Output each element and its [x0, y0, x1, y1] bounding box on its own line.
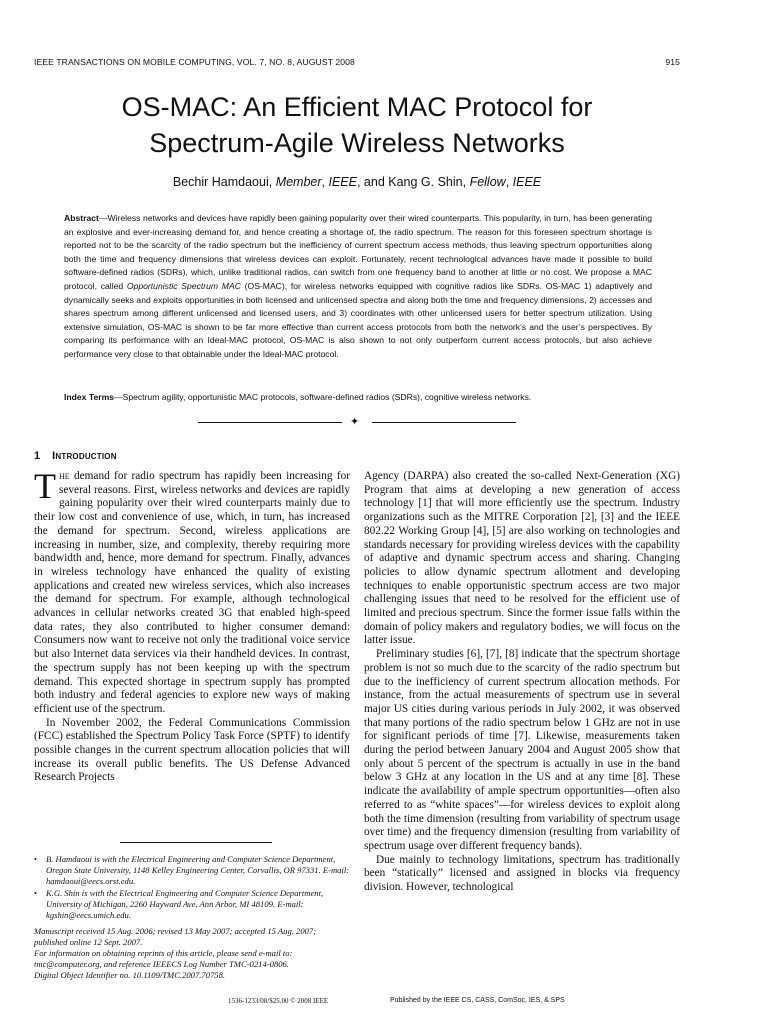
title-line-1: OS-MAC: An Efficient MAC Protocol for [121, 92, 593, 122]
index-terms [64, 391, 652, 405]
footnote-affiliation [34, 888, 350, 921]
section-heading [34, 450, 117, 462]
paragraph: Agency (DARPA) also created the so-called Next-Generation (XG) Program that aims at developing a new generation of access technology [1] that will more efficiently use the spectrum. Industry organizations such as the MITRE Corporation [2], [3] and the IEEE 802.22 Working Group [4], [5] are also working on technologies and standards necessary for providing wireless devices with the capability of adaptive and dynamic spectrum access and sharing. Changing policies to allow dynamic spectrum allotment and developing techniques to enable opportunistic spectrum access are two major challenging issues that need to be resolved for the efficient use of limited and precious spectrum. Since the former issue falls within the domain of policy makers and regulatory bodies, we will focus on the latter issue. [364, 470, 680, 647]
section-number: 1 [34, 450, 41, 462]
author-2-org: IEEE [512, 175, 542, 189]
manuscript-dates: Manuscript received 15 Aug. 2006; revised 13 May 2007; accepted 15 Aug. 2007; published online 12 Sept. 2007. [34, 926, 317, 947]
abstract-label: Abstract [64, 213, 99, 223]
section-divider [198, 417, 516, 427]
author-1-role: Member [275, 175, 322, 189]
author-2-name: , and Kang G. Shin, [356, 175, 470, 189]
paragraph: In November 2002, the Federal Communications Commission (FCC) established the Spectrum Policy Task Force (SPTF) to identify possible changes in the current spectrum allocation policies that will increase its overall public benefits. The US Defense Advanced Research Projects [34, 716, 350, 784]
section-title: Introduction [52, 450, 117, 462]
abstract-text-2: (OS-MAC), for wireless networks equipped with cognitive radios like SDRs. OS-MAC 1) adaptively and dynamically seeks and exploits opportunities in both licensed and unlicensed spectra and along both the time and frequency dimensions, 2) accesses and shares spectrum among different unlicensed and licensed users, and 3) coordinates with other unlicensed users for better spectrum utilization. Using extensive simulation, OS-MAC is shown to be far more effective than current access protocols from both the network’s and the user’s perspectives. By comparing its performance with an Ideal-MAC protocol, OS-MAC is also shown to not only outperform current access protocols, but also achieve performance very close to that obtainable under the Ideal-MAC protocol. [64, 280, 652, 359]
journal-header: IEEE TRANSACTIONS ON MOBILE COMPUTING, VOL. 7, NO. 8, AUGUST 2008 [34, 57, 355, 67]
footnote-text: B. Hamdaoui is with the Electrical Engineering and Computer Science Department, Oregon State University, 1148 Kelley Engineering Center, Corvallis, OR 97331. E-mail: hamdaoui@eecs.orst.edu. [46, 854, 350, 886]
abstract-text-1: —Wireless networks and devices have rapidly been gaining popularity over their wired counterparts. This popularity, in turn, has been generating an explosive and ever-increasing demand for, and hence creating a shortage of, the radio spectrum. The reason for this foreseen spectrum shortage is reported not to be the scarcity of the radio spectrum but the inefficiency of current spectrum access methods, thus leaving spectrum opportunities along both the time and frequency dimensions that wireless devices can exploit. Fortunately, recent technological advances have made it possible to build software-defined radios (SDRs), which, unlike traditional radios, can switch from one frequency band to another at little or no cost. We propose a MAC protocol, called [64, 213, 652, 291]
author-separator: , [321, 175, 329, 189]
footnote-text: K.G. Shin is with the Electrical Engineering and Computer Science Department, University of Michigan, 2260 Hayward Ave, Ann Arbor, MI 48109. E-mail: kgshin@eecs.umich.edu. [46, 888, 324, 920]
footnote-affiliation [34, 854, 350, 887]
author-1-name: Bechir Hamdaoui, [172, 175, 276, 189]
paragraph [34, 466, 350, 717]
drop-cap: T [34, 466, 56, 506]
abstract-protocol-name: Opportunistic Spectrum MAC [126, 280, 241, 291]
author-line [34, 175, 680, 189]
copyright-footer: 1536-1233/08/$25.00 © 2008 IEEE [228, 997, 329, 1005]
author-1-org: IEEE [328, 175, 357, 189]
title-line-2: Spectrum-Agile Wireless Networks [149, 128, 565, 158]
reprint-info: For information on obtaining reprints of this article, please send e-mail to: tmc@computer.org, and reference IEEECS Log Number TMC-0214-0806. [34, 948, 293, 969]
paragraph: Due mainly to technology limitations, spectrum has traditionally been “statically” licensed and assigned in blocks via frequency division. However, technological [364, 853, 680, 894]
bullet-icon: • [34, 854, 38, 864]
running-header [34, 57, 680, 71]
abstract [64, 212, 652, 362]
doi: Digital Object Identifier no. 10.1109/TMC.2007.70758. [34, 970, 226, 980]
lead-small-caps: he [59, 470, 70, 482]
author-separator: , [505, 175, 513, 189]
footnotes [34, 854, 350, 981]
index-terms-label: Index Terms [64, 392, 114, 402]
paragraph-text: demand for radio spectrum has rapidly been increasing for several reasons. First, wireless networks and devices are rapidly gaining popularity over their wired counterparts mainly due to their low cost and convenience of use, which, in turn, has increased the demand for spectrum. Second, wireless applications are increasing in number, size, and complexity, thereby requiring more bandwidth and, hence, more demand for spectrum. Finally, advances in wireless technology have enhanced the quality of existing applications and created new wireless services, which also increases the demand for spectrum. For example, although technological advances in cellular networks created 3G that enabled high-speed data rates, they also contributed to higher consumer demand: Consumers now want to receive not only the traditional voice service but also Internet data services via their handheld devices. In contrast, the spectrum supply has not been keeping up with the spectrum demand. This expected shortage in spectrum supply has prompted both industry and federal agencies to explore new ways of making efficient use of the spectrum. [34, 470, 350, 715]
divider-line-left [198, 422, 342, 423]
body-column-left [34, 466, 350, 785]
body-column-right [364, 470, 680, 895]
publisher-footer: Published by the IEEE CS, CASS, ComSoc, IES, & SPS [390, 997, 565, 1004]
diamond-icon: ✦ [350, 415, 360, 428]
paragraph: Preliminary studies [6], [7], [8] indicate that the spectrum shortage problem is not so much due to the scarcity of the radio spectrum but due to the inefficiency of current spectrum allocation methods. For instance, from the actual measurements of spectrum use in several major US cities during various periods in July 2002, it was observed that many portions of the radio spectrum below 1 GHz are not in use for significant periods of time [7]. Likewise, measurements taken during the period between January 2004 and August 2005 show that only about 5 percent of the spectrum is actually in use in the band below 3 GHz at any location in the US and at any time [8]. These indicate the availability of ample spectrum opportunities—often also referred to as “white spaces”—for wireless devices to exploit along both the time dimension (resulting from variability of spectrum usage over time) and the frequency dimension (resulting from variability of spectrum usage over different frequency bands). [364, 648, 680, 852]
divider-line-right [372, 422, 516, 423]
footnote-rule [120, 842, 272, 843]
author-2-role: Fellow [469, 175, 506, 189]
paper-title [34, 89, 680, 161]
page-number: 915 [665, 57, 680, 67]
index-terms-text: —Spectrum agility, opportunistic MAC protocols, software-defined radios (SDRs), cognitive wireless networks. [114, 392, 532, 402]
bullet-icon: • [34, 888, 38, 898]
